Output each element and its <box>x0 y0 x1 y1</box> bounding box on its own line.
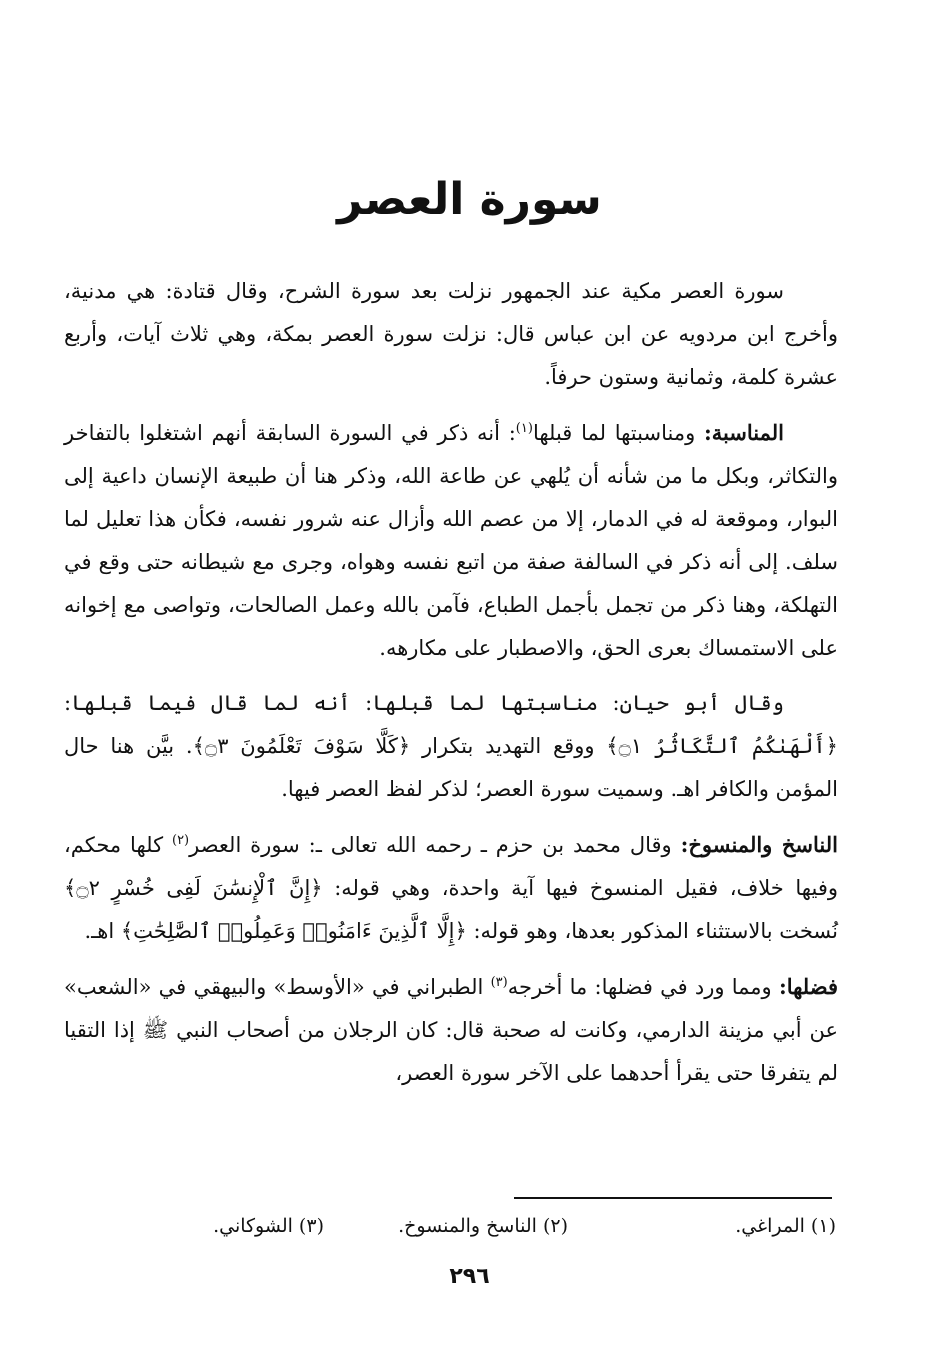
naskh-text-1: وقال محمد بن حزم ـ رحمه الله تعالى ـ: سورة العصر <box>189 833 681 857</box>
munasaba-text: : أنه ذكر في السورة السابقة أنهم اشتغلوا بالتفاخر والتكاثر، وبكل ما من شأنه أن يُلهي عن طاعة الله، وذكر هنا أن طبيعة الإنسان داعية إلى البوار، وموقعة له في الدمار، إلا من عصم الله وأزال عنه شرور نفسه، فكأن هذا تعليل لما سلف. إلى أنه ذكر في السالفة صفة من اتبع نفسه وهواه، وجرى مع شيطانه حتى وقع في التهلكة، وهنا ذكر من تجمل بأجمل الطباع، فآمن بالله وعمل الصالحات، وتواصى مع إخوانه على الاستمساك بعرى الحق، والاصطبار على مكارهه. <box>64 421 838 660</box>
fadl-text-2: الطبراني في «الأوسط» والبيهقي في «الشعب» عن أبي مزينة الدارمي، وكانت له صحبة قال: كان الرجلان من أصحاب النبي ﷺ إذا التقيا لم يتفرقا حتى يقرأ أحدهما على الآخر سورة العصر، <box>64 975 838 1085</box>
abu-hayyan-paragraph <box>64 682 838 811</box>
naskh-text-3: نُسخت بالاستثناء المذكور بعدها، وهو قوله: <box>466 919 838 943</box>
footnotes <box>150 1210 836 1242</box>
quran-verse-illa: ﴿إِلَّا ٱلَّذِينَ ءَامَنُوا۟ وَعَمِلُوا۟ ٱلصَّٰلِحَٰتِ﴾ <box>120 919 467 943</box>
naskh-paragraph <box>64 823 838 953</box>
footnote-1: (١) المراغي. <box>735 1215 836 1237</box>
abu-hayyan-text-2: ووقع التهديد بتكرار <box>410 734 607 758</box>
footnote-3: (٣) الشوكاني. <box>213 1215 324 1237</box>
munasaba-paragraph <box>64 411 838 670</box>
quran-verse-takathur: ﴿أَلْهَىٰكُمُ ٱلتَّكَاثُرُ ۝١﴾ <box>606 734 838 758</box>
footnote-ref-3: (٣) <box>490 975 508 990</box>
naskh-text-4: اهـ. <box>84 919 121 943</box>
fadl-heading: فضلها: <box>778 974 838 999</box>
intro-paragraph <box>64 270 838 399</box>
footnote-ref-1: (١) <box>515 421 533 436</box>
quran-verse-kalla: ﴿كَلَّا سَوْفَ تَعْلَمُونَ ۝٣﴾ <box>192 734 411 758</box>
naskh-text-2: كلها محكم، وفيها خلاف، فقيل المنسوخ فيها آية واحدة، وهي قوله: <box>64 833 838 900</box>
naskh-heading: الناسخ والمنسوخ: <box>680 832 838 857</box>
fadl-paragraph <box>64 965 838 1095</box>
surah-title: سورة العصر <box>337 174 602 225</box>
fadl-text-1: ومما ورد في فضلها: ما أخرجه <box>507 975 779 999</box>
page-body <box>64 270 838 1107</box>
page-number: ٢٩٦ <box>449 1264 490 1289</box>
footnote-2: (٢) الناسخ والمنسوخ. <box>398 1215 568 1237</box>
munasaba-pre-text: ومناسبتها لما قبلها <box>532 421 704 445</box>
footnote-divider <box>514 1197 832 1199</box>
quran-verse-insan: ﴿إِنَّ ٱلْإِنسَٰنَ لَفِى خُسْرٍ ۝٢﴾ <box>64 876 323 900</box>
footnote-ref-2: (٢) <box>171 833 190 848</box>
abu-hayyan-text-1: وقال أبو حيان: مناسبتها لما قبلها: أنه لما قال فيما قبلها: <box>64 691 784 715</box>
abu-hayyan-text-3: . بيَّن هنا حال المؤمن والكافر اهـ. وسميت سورة العصر؛ لذكر لفظ العصر فيها. <box>64 734 838 801</box>
munasaba-heading: المناسبة: <box>703 420 784 445</box>
intro-text: سورة العصر مكية عند الجمهور نزلت بعد سورة الشرح، وقال قتادة: هي مدنية، وأخرج ابن مردويه عن ابن عباس قال: نزلت سورة العصر بمكة، وهي ثلاث آيات، وأربع عشرة كلمة، وثمانية وستون حرفاً. <box>64 279 838 389</box>
